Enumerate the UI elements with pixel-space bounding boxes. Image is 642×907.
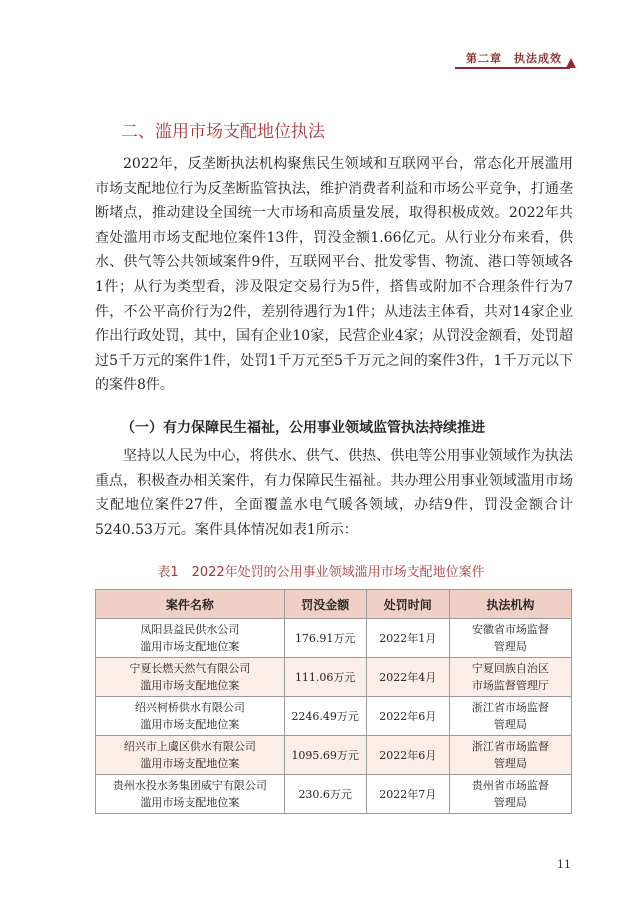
case-name-cell: [96, 658, 285, 697]
page-header: [0, 0, 642, 70]
fine-amount-cell: 176.91万元: [284, 619, 366, 658]
section-title: 二、滥用市场支配地位执法: [121, 122, 325, 142]
agency-line2: 管理局: [493, 796, 527, 809]
agency-line2: 管理局: [493, 640, 527, 653]
table-header-row: [96, 590, 572, 619]
agency-line1: 浙江省市场监督: [471, 701, 549, 714]
case-name-line2: 滥用市场支配地位案: [140, 718, 240, 731]
case-name-line2: 滥用市场支配地位案: [140, 679, 240, 692]
case-name-line1: 凤阳县益民供水公司: [140, 623, 240, 636]
agency-line1: 贵州省市场监督: [471, 779, 549, 792]
agency-line1: 浙江省市场监督: [471, 740, 549, 753]
penalty-date-cell: 2022年7月: [366, 775, 449, 814]
agency-line2: 管理局: [493, 718, 527, 731]
case-name-line1: 宁夏长燃天然气有限公司: [129, 662, 251, 675]
header-rule: [455, 67, 570, 69]
header-fine-amount: 罚没金额: [284, 590, 366, 619]
case-name-cell: [96, 697, 285, 736]
case-name-cell: [96, 775, 285, 814]
table-row: [96, 736, 572, 775]
penalty-date-cell: 2022年1月: [366, 619, 449, 658]
chapter-label: 第二章 执法成效: [466, 52, 562, 65]
case-name-line1: 绍兴柯桥供水有限公司: [134, 701, 245, 714]
case-name-line2: 滥用市场支配地位案: [140, 757, 240, 770]
case-name-line1: 贵州水投水务集团威宁有限公司: [112, 779, 267, 792]
agency-line1: 宁夏回族自治区: [471, 662, 549, 675]
fine-amount-cell: 230.6万元: [284, 775, 366, 814]
header-agency: 执法机构: [449, 590, 571, 619]
penalty-date-cell: 2022年6月: [366, 736, 449, 775]
fine-amount-cell: 1095.69万元: [284, 736, 366, 775]
agency-line1: 安徽省市场监督: [471, 623, 549, 636]
header-case-name: 案件名称: [96, 590, 285, 619]
table-row: [96, 697, 572, 736]
fine-amount-cell: 111.06万元: [284, 658, 366, 697]
agency-cell: [449, 736, 571, 775]
case-name-cell: [96, 619, 285, 658]
fine-amount-cell: 2246.49万元: [284, 697, 366, 736]
agency-cell: [449, 697, 571, 736]
agency-line2: 市场监督管理厅: [471, 679, 549, 692]
case-name-line1: 绍兴市上虞区供水有限公司: [123, 740, 256, 753]
cases-table: [95, 589, 572, 814]
table-row: [96, 658, 572, 697]
agency-cell: [449, 619, 571, 658]
agency-cell: [449, 658, 571, 697]
case-name-line2: 滥用市场支配地位案: [140, 796, 240, 809]
body-paragraph-2: 坚持以人民为中心，将供水、供气、供热、供电等公用事业领域作为执法重点，积极查办相关案件，有力保障民生福祉。共办理公用事业领域滥用市场支配地位案件27件，全面覆盖水电气暖各领域，办结9件，罚没金额合计5240.53万元。案件具体情况如表1所示：: [95, 448, 573, 538]
header-triangle-icon: [566, 58, 576, 68]
agency-line2: 管理局: [493, 757, 527, 770]
page-number: 11: [557, 858, 571, 871]
table-row: [96, 619, 572, 658]
penalty-date-cell: 2022年4月: [366, 658, 449, 697]
agency-cell: [449, 775, 571, 814]
case-name-cell: [96, 736, 285, 775]
table-row: [96, 775, 572, 814]
penalty-date-cell: 2022年6月: [366, 697, 449, 736]
subheading: （一）有力保障民生福祉，公用事业领域监管执法持续推进: [121, 420, 485, 436]
table-caption: 表1 2022年处罚的公用事业领域滥用市场支配地位案件: [157, 565, 485, 580]
case-name-line2: 滥用市场支配地位案: [140, 640, 240, 653]
header-penalty-date: 处罚时间: [366, 590, 449, 619]
body-paragraph-1: 2022年，反垄断执法机构聚焦民生领域和互联网平台，常态化开展滥用市场支配地位行为反垄断监管执法，维护消费者利益和市场公平竞争，打通垄断堵点，推动建设全国统一大市场和高质量发展，取得积极成效。2022年共查处滥用市场支配地位案件13件，罚没金额1.66亿元。从行业分布来看，供水、供气等公共领域案件9件，互联网平台、批发零售、物流、港口等领域各1件；从行为类型看，涉及限定交易行为5件，搭售或附加不合理条件行为7件，不公平高价行为2件，差别待遇行为1件；从违法主体看，共对14家企业作出行政处罚，其中，国有企业10家，民营企业4家；从罚没金额看，处罚超过5千万元的案件1件，处罚1千万元至5千万元之间的案件3件，1千万元以下的案件8件。: [95, 156, 573, 394]
